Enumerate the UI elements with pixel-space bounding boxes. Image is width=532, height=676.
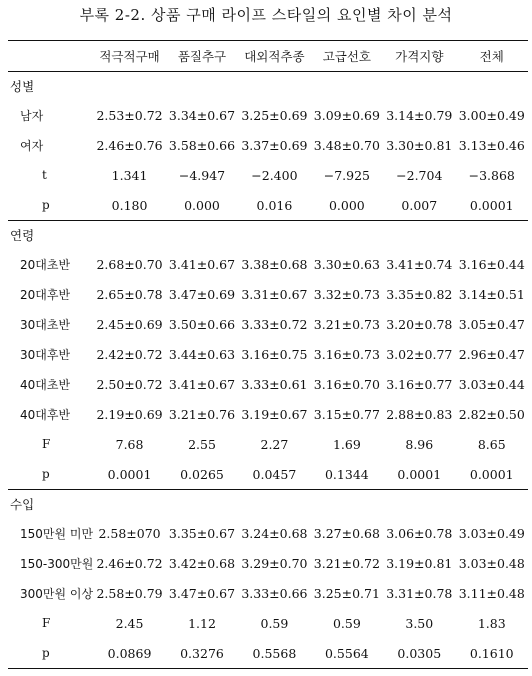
table-cell: 3.27±0.68: [313, 525, 380, 541]
table-cell: 3.30±0.63: [313, 256, 380, 272]
table-cell: 0.0869: [93, 638, 165, 669]
table-row: [8, 399, 528, 429]
data-table: [8, 40, 528, 669]
table-cell: −3.868: [468, 167, 515, 183]
table-cell: 0.5564: [311, 638, 383, 669]
table-cell: 2.58±070: [98, 525, 161, 541]
table-cell: 3.02±0.77: [386, 346, 453, 362]
table-cell: 0.3276: [166, 638, 238, 669]
table-cell: 1.83: [477, 615, 506, 631]
table-row: [8, 578, 528, 608]
table-cell: 3.41±0.67: [168, 376, 236, 392]
column-header: 고급선호: [311, 41, 383, 72]
table-cell: 3.29±0.70: [241, 555, 308, 571]
table-cell: 3.05±0.47: [458, 316, 525, 332]
table-cell: 3.15±0.77: [313, 406, 380, 422]
table-cell: 3.48±0.70: [313, 137, 380, 153]
table-cell: 3.41±0.67: [168, 256, 236, 272]
table-row: [8, 339, 528, 369]
table-cell: 3.41±0.74: [386, 256, 453, 272]
row-label: 300만원 이상: [20, 586, 94, 601]
table-cell: 2.96±0.47: [458, 346, 525, 362]
table-cell: 3.14±0.51: [458, 286, 525, 302]
table-cell: 2.68±0.70: [96, 256, 163, 272]
table-cell: 3.03±0.48: [458, 555, 525, 571]
table-row: [8, 100, 528, 130]
table-cell: 3.16±0.77: [386, 376, 453, 392]
row-label: 150만원 미만: [20, 526, 94, 541]
table-cell: 0.0305: [383, 638, 455, 669]
table-cell: 3.58±0.66: [168, 137, 236, 153]
table-cell: 0.180: [111, 197, 148, 213]
table-row: [8, 130, 528, 160]
table-cell: 3.50: [405, 615, 434, 631]
section-label: 연령: [8, 221, 528, 250]
table-cell: 2.46±0.76: [96, 137, 163, 153]
table-cell: −2.400: [251, 167, 298, 183]
table-cell: 3.13±0.46: [458, 137, 525, 153]
table-cell: 3.03±0.44: [458, 376, 525, 392]
table-cell: 3.42±0.68: [168, 555, 236, 571]
table-row: [8, 518, 528, 548]
row-label: p: [42, 467, 50, 481]
table-cell: 3.37±0.69: [241, 137, 308, 153]
table-cell: 3.50±0.66: [168, 316, 236, 332]
row-label: 여자: [20, 138, 44, 153]
table-cell: 3.44±0.63: [168, 346, 236, 362]
table-row: [8, 369, 528, 399]
table-cell: 2.65±0.78: [96, 286, 163, 302]
table-cell: 3.32±0.73: [313, 286, 380, 302]
table-cell: 0.000: [328, 197, 365, 213]
table-cell: 3.38±0.68: [241, 256, 308, 272]
table-cell: 0.0265: [180, 466, 224, 482]
table-cell: 2.19±0.69: [96, 406, 163, 422]
table-row: [8, 429, 528, 459]
table-row: [8, 309, 528, 339]
section-label: 수입: [8, 490, 528, 519]
table-cell: 3.47±0.69: [168, 286, 236, 302]
table-cell: 0.016: [256, 197, 293, 213]
table-title: 부록 2-2. 상품 구매 라이프 스타일의 요인별 차이 분석: [79, 6, 453, 24]
table-row: [8, 608, 528, 638]
table-cell: 3.25±0.71: [313, 585, 380, 601]
table-cell: 3.35±0.82: [386, 286, 453, 302]
row-label: 20대초반: [20, 257, 71, 272]
header-row: [8, 41, 528, 72]
table-cell: 3.09±0.69: [313, 107, 380, 123]
table-cell: 3.33±0.66: [241, 585, 308, 601]
table-cell: 3.33±0.72: [241, 316, 308, 332]
table-cell: 0.000: [184, 197, 220, 213]
table-cell: 3.30±0.81: [386, 137, 453, 153]
table-cell: 2.46±0.72: [96, 555, 163, 571]
row-label: t: [42, 168, 47, 182]
table-cell: 0.0001: [107, 466, 152, 482]
row-label: 40대초반: [20, 377, 71, 392]
section-label: 성별: [10, 79, 35, 94]
table-cell: 0.59: [260, 615, 289, 631]
table-cell: 3.16±0.44: [458, 256, 525, 272]
table-cell: 2.27: [260, 436, 289, 452]
section-header-row: [8, 490, 528, 519]
row-label: F: [42, 437, 51, 451]
table-cell: 3.35±0.67: [168, 525, 236, 541]
table-cell: 0.0001: [397, 466, 442, 482]
table-row: [8, 279, 528, 309]
column-header: 가격지향: [383, 41, 455, 72]
row-label: 남자: [20, 108, 44, 123]
table-cell: 3.31±0.67: [241, 286, 308, 302]
table-cell: 3.16±0.73: [313, 346, 380, 362]
table-cell: 2.50±0.72: [96, 376, 163, 392]
table-body: [8, 72, 528, 669]
table-row: [8, 249, 528, 279]
column-header: 품질추구: [166, 41, 238, 72]
table-cell: 0.0457: [252, 466, 297, 482]
table-row: [8, 160, 528, 190]
table-cell: 3.21±0.76: [168, 406, 236, 422]
table-cell: 3.14±0.79: [386, 107, 453, 123]
table-cell: 0.1344: [324, 466, 369, 482]
table-cell: 2.42±0.72: [96, 346, 163, 362]
column-header: [8, 41, 93, 72]
row-label: 30대초반: [20, 317, 71, 332]
table-row: [8, 638, 528, 669]
column-header: 대외적추종: [238, 41, 310, 72]
table-cell: −4.947: [178, 167, 226, 183]
table-cell: 3.25±0.69: [241, 107, 308, 123]
table-cell: −2.704: [396, 167, 443, 183]
table-cell: −7.925: [323, 167, 370, 183]
row-label: F: [42, 616, 51, 630]
table-cell: 0.59: [332, 615, 361, 631]
table-row: [8, 459, 528, 490]
table-cell: 3.16±0.70: [313, 376, 380, 392]
table-cell: 3.00±0.49: [458, 107, 525, 123]
table-cell: 3.21±0.73: [313, 316, 380, 332]
table-cell: 7.68: [115, 436, 144, 452]
table-cell: 2.45: [115, 615, 144, 631]
section-header-row: [8, 221, 528, 250]
table-cell: 2.58±0.79: [96, 585, 163, 601]
table-cell: 3.19±0.67: [241, 406, 308, 422]
table-cell: 3.19±0.81: [386, 555, 453, 571]
table-cell: 2.55: [188, 436, 216, 452]
table-cell: 0.0001: [469, 466, 514, 482]
table-cell: 1.69: [332, 436, 361, 452]
table-cell: 0.0001: [469, 197, 514, 213]
table-row: [8, 548, 528, 578]
table-cell: 2.82±0.50: [458, 406, 525, 422]
table-cell: 3.11±0.48: [458, 585, 525, 601]
table-cell: 3.47±0.67: [168, 585, 236, 601]
table-row: [8, 190, 528, 221]
row-label: 150-300만원: [20, 556, 94, 571]
section-header-row: [8, 72, 528, 101]
row-label: 40대후반: [20, 407, 71, 422]
table-cell: 3.16±0.75: [241, 346, 308, 362]
table-cell: 3.34±0.67: [168, 107, 236, 123]
table-cell: 8.65: [477, 436, 506, 452]
table-cell: 3.21±0.72: [313, 555, 380, 571]
table-cell: 3.31±0.78: [386, 585, 453, 601]
row-label: p: [42, 198, 50, 212]
row-label: 20대후반: [20, 287, 71, 302]
table-cell: 0.5568: [238, 638, 310, 669]
table-cell: 2.53±0.72: [96, 107, 163, 123]
table-cell: 1.12: [188, 615, 216, 631]
table-cell: 3.06±0.78: [386, 525, 453, 541]
table-cell: 1.341: [111, 167, 148, 183]
column-header: 적극적구매: [93, 41, 165, 72]
column-header: 전체: [456, 41, 528, 72]
table-cell: 8.96: [405, 436, 434, 452]
table-cell: 3.33±0.61: [241, 376, 308, 392]
table-cell: 3.03±0.49: [458, 525, 525, 541]
table-cell: 0.1610: [456, 638, 528, 669]
table-cell: 2.45±0.69: [96, 316, 163, 332]
table-cell: 0.007: [401, 197, 438, 213]
row-label: p: [8, 638, 93, 669]
table-cell: 3.20±0.78: [386, 316, 453, 332]
table-cell: 3.24±0.68: [241, 525, 308, 541]
table-cell: 2.88±0.83: [386, 406, 453, 422]
row-label: 30대후반: [20, 347, 71, 362]
